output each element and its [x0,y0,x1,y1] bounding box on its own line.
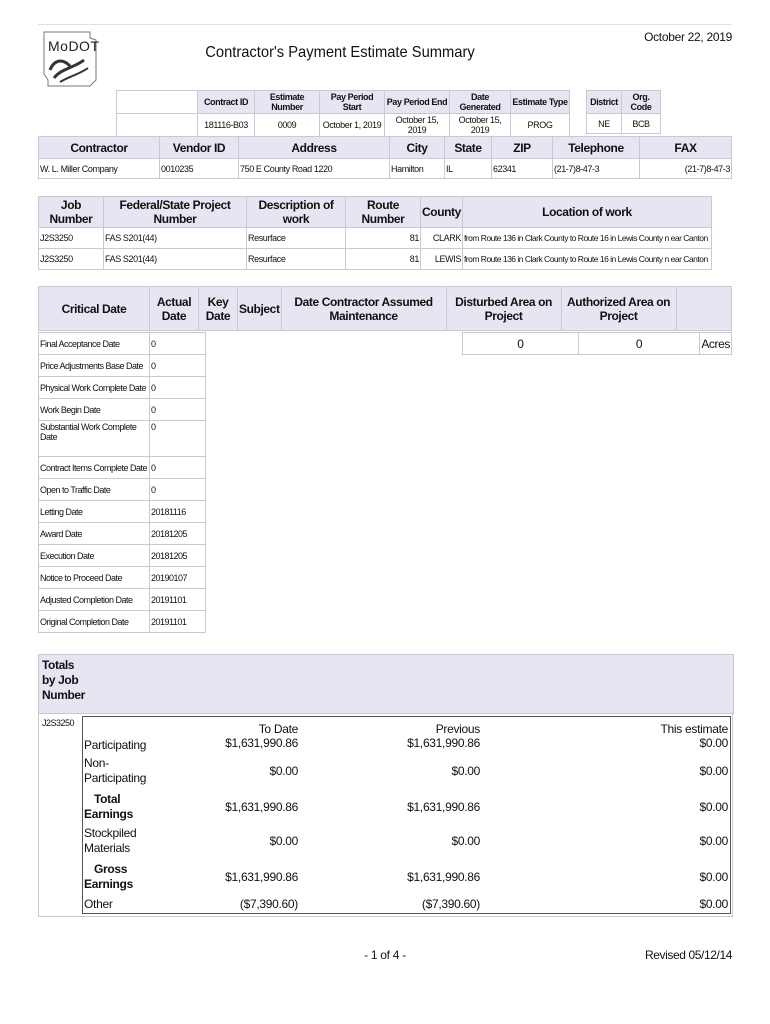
job-number-header: Job Number [39,197,104,228]
totals-row [84,826,728,860]
area-unit: Acres [700,333,732,355]
maintenance-header: Date Contractor Assumed Maintenance [281,287,446,331]
critical-header-table [38,286,732,331]
address-value: 750 E County Road 1220 [239,159,390,179]
critical-row [39,501,206,523]
job-number: J2S3250 [39,228,104,249]
telephone-header: Telephone [553,137,640,159]
critical-value: 0 [150,421,206,457]
critical-row [39,589,206,611]
address-header: Address [239,137,390,159]
estimate-number-header: Estimate Number [255,91,320,114]
critical-value: 0 [150,479,206,501]
critical-value: 20181205 [150,545,206,567]
zip-value: 62341 [492,159,553,179]
critical-row [39,611,206,633]
revised-date: Revised 05/12/14 [645,948,732,962]
telephone-value: (21-7)8-47-3 [553,159,640,179]
description: Resurface [247,228,346,249]
org-code-value: BCB [622,114,661,134]
critical-label: Adjusted Completion Date [39,589,150,611]
critical-label: Final Acceptance Date [39,333,150,355]
to-date-header: To Date [258,722,298,736]
job-row [39,228,712,249]
critical-label: Price Adjustments Base Date [39,355,150,377]
critical-value: 0 [150,377,206,399]
critical-dates-table [38,332,206,633]
critical-label: Award Date [39,523,150,545]
estimate-type-header: Estimate Type [511,91,570,114]
modot-logo [40,30,102,88]
fax-value: (21-7)8-47-3 [640,159,732,179]
to-date-value: $1,631,990.86 [225,736,298,750]
authorized-area-header: Authorized Area on Project [561,287,676,331]
description: Resurface [247,249,346,270]
totals-row-label: Total Earnings [84,792,133,821]
disturbed-area-value: 0 [463,333,579,355]
totals-right-border [732,712,733,917]
critical-label: Substantial Work Complete Date [39,421,150,457]
previous-value: $1,631,990.86 [407,870,480,884]
contractor-header: Contractor [39,137,160,159]
totals-header: Totals by Job Number [42,658,85,702]
contractor-table [38,136,732,179]
critical-label: Notice to Proceed Date [39,567,150,589]
this-estimate-value: $0.00 [699,870,728,884]
contract-id-value: 181116-B03 [198,114,255,137]
county: CLARK [421,228,463,249]
disturbed-area-header: Disturbed Area on Project [446,287,561,331]
totals-row [84,792,728,826]
state-header: State [445,137,492,159]
previous-value: $1,631,990.86 [407,736,480,750]
critical-value: 0 [150,457,206,479]
this-estimate-value: $0.00 [699,736,728,750]
pay-period-start-value: October 1, 2019 [320,114,385,137]
critical-label: Work Begin Date [39,399,150,421]
state-value: IL [445,159,492,179]
critical-label: Execution Date [39,545,150,567]
contract-id-header: Contract ID [198,91,255,114]
job-number: J2S3250 [39,249,104,270]
zip-header: ZIP [492,137,553,159]
critical-value: 20181116 [150,501,206,523]
to-date-value: ($7,390.60) [239,897,298,911]
fax-header: FAX [640,137,732,159]
previous-header: Previous [435,722,480,736]
this-estimate-value: $0.00 [699,834,728,848]
critical-label: Letting Date [39,501,150,523]
project-number: FAS S201(44) [104,249,247,270]
critical-value: 20190107 [150,567,206,589]
project-number: FAS S201(44) [104,228,247,249]
totals-row [84,756,728,790]
to-date-value: $0.00 [269,834,298,848]
totals-bottom-border [38,916,733,917]
critical-label: Open to Traffic Date [39,479,150,501]
critical-label: Contract Items Complete Date [39,457,150,479]
totals-row-label: Participating [84,738,147,752]
county-header: County [421,197,463,228]
route-number: 81 [346,249,421,270]
critical-value: 0 [150,399,206,421]
totals-row [84,897,728,913]
authorized-area-value: 0 [578,333,700,355]
pay-period-start-header: Pay Period Start [320,91,385,114]
to-date-value: $1,631,990.86 [225,870,298,884]
critical-row [39,355,206,377]
city-header: City [390,137,445,159]
logo-text: MoDOT [48,38,100,54]
totals-left-border [38,712,39,916]
totals-row-label: Stockpiled Materials [84,826,137,855]
previous-value: $0.00 [451,764,480,778]
pay-period-end-value: October 15, 2019 [385,114,450,137]
estimate-type-value: PROG [511,114,570,137]
critical-row [39,545,206,567]
route-number-header: Route Number [346,197,421,228]
critical-row [39,333,206,355]
previous-value: $0.00 [451,834,480,848]
to-date-value: $1,631,990.86 [225,800,298,814]
this-estimate-header: This estimate [660,722,728,736]
district-header: District [587,91,622,114]
route-number: 81 [346,228,421,249]
previous-value: $1,631,990.86 [407,800,480,814]
critical-row [39,377,206,399]
location: from Route 136 in Clark County to Route 16 in Lewis County n ear Canton [462,228,711,249]
previous-value: ($7,390.60) [421,897,480,911]
contract-info-table [116,90,570,137]
totals-row-label: Non-Participating [84,756,147,785]
city-value: Hamilton [390,159,445,179]
totals-header-band [38,654,734,714]
to-date-value: $0.00 [269,764,298,778]
critical-row [39,523,206,545]
totals-row [84,736,728,754]
description-header: Description of work [247,197,346,228]
critical-value: 20191101 [150,589,206,611]
critical-value: 20191101 [150,611,206,633]
this-estimate-value: $0.00 [699,764,728,778]
critical-row [39,479,206,501]
critical-value: 20181205 [150,523,206,545]
location: from Route 136 in Clark County to Route 16 in Lewis County n ear Canton [462,249,711,270]
vendor-id-value: 0010235 [160,159,239,179]
this-estimate-value: $0.00 [699,897,728,911]
key-date-header: Key Date [199,287,238,331]
critical-row [39,421,206,457]
district-table [586,90,661,134]
actual-date-header: Actual Date [150,287,199,331]
county: LEWIS [421,249,463,270]
district-value: NE [587,114,622,134]
subject-header: Subject [238,287,282,331]
area-table [462,332,732,355]
critical-label: Physical Work Complete Date [39,377,150,399]
org-code-header: Org. Code [622,91,661,114]
totals-row [84,862,728,896]
totals-row-label: Gross Earnings [84,862,133,891]
date-generated-value: October 15, 2019 [450,114,511,137]
critical-row [39,567,206,589]
report-date: October 22, 2019 [644,30,732,44]
date-generated-header: Date Generated [450,91,511,114]
page-number: - 1 of 4 - [364,948,406,962]
this-estimate-value: $0.00 [699,800,728,814]
job-row [39,249,712,270]
jobs-table [38,196,712,270]
location-header: Location of work [462,197,711,228]
top-rule [38,24,732,25]
critical-row [39,399,206,421]
critical-value: 0 [150,355,206,377]
estimate-number-value: 0009 [255,114,320,137]
critical-value: 0 [150,333,206,355]
critical-row [39,457,206,479]
vendor-id-header: Vendor ID [160,137,239,159]
pay-period-end-header: Pay Period End [385,91,450,114]
critical-label: Original Completion Date [39,611,150,633]
contractor-name: W. L. Miller Company [39,159,160,179]
project-number-header: Federal/State Project Number [104,197,247,228]
critical-date-header: Critical Date [39,287,150,331]
page-title: Contractor's Payment Estimate Summary [205,44,475,61]
totals-row-label: Other [84,897,113,911]
totals-job-number: J2S3250 [42,718,75,728]
